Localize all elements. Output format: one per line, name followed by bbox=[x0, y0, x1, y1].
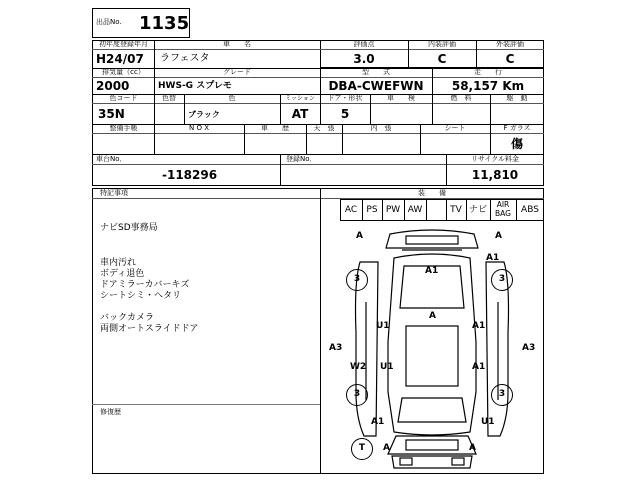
transmission-label: ミッション bbox=[285, 95, 315, 102]
score-label: 評価点 bbox=[353, 40, 375, 48]
spare-tire: T bbox=[351, 438, 373, 460]
color-code-value: 35N bbox=[98, 107, 125, 121]
chassis-label: 車台No． bbox=[96, 155, 127, 163]
model-code-value: DBA-CWEFWN bbox=[328, 79, 424, 93]
equip-ps: PS bbox=[366, 205, 378, 215]
car-name-value: ラフェスタ bbox=[160, 53, 210, 64]
remarks-block-1 bbox=[100, 223, 158, 234]
remark-line: 両側オートスライドドア bbox=[100, 324, 199, 334]
reg-date-value: H24/07 bbox=[96, 52, 144, 66]
damage-mark: A1 bbox=[472, 321, 486, 331]
damage-mark: A bbox=[495, 231, 502, 241]
equip-ac: AC bbox=[344, 205, 358, 215]
windshield-value: 傷 bbox=[510, 137, 523, 151]
remark-line: バックカメラ bbox=[100, 313, 155, 323]
inspection-label: 車 検 bbox=[387, 94, 415, 102]
recycle-fee-value: 11,810 bbox=[471, 168, 519, 182]
color-label: 色 bbox=[228, 94, 236, 102]
color-code-label: 色コード bbox=[109, 94, 138, 102]
ceiling-label: 天 張 bbox=[313, 124, 335, 132]
wheel-front-left: 3 bbox=[346, 269, 368, 291]
damage-mark: A bbox=[429, 311, 436, 321]
reg-date-label: 初年度登録年月 bbox=[99, 40, 148, 48]
wheel-front-right: 3 bbox=[491, 269, 513, 291]
remarks-block-3 bbox=[100, 313, 198, 335]
damage-mark: U1 bbox=[380, 362, 394, 372]
car-damage-diagram bbox=[320, 222, 544, 474]
damage-mark: W2 bbox=[350, 362, 367, 372]
mileage-value: 58,157 Km bbox=[451, 79, 525, 93]
equip-aw: AW bbox=[407, 205, 423, 215]
history-label: 車 歴 bbox=[261, 124, 289, 132]
damage-mark: A1 bbox=[472, 362, 486, 372]
model-code-label: 型 式 bbox=[362, 68, 390, 76]
transmission-value: AT bbox=[291, 107, 309, 121]
seat-label: シート bbox=[444, 124, 466, 132]
damage-mark: U1 bbox=[376, 321, 390, 331]
lot-number-label: 出品No. bbox=[96, 18, 122, 26]
exterior-grade-value: C bbox=[505, 52, 515, 66]
damage-mark: U1 bbox=[481, 417, 495, 427]
mileage-label: 走 行 bbox=[474, 68, 502, 76]
repair-history-label: 修復歴 bbox=[100, 408, 121, 416]
interior-grade-value: C bbox=[437, 52, 447, 66]
remarks-label: 特記事項 bbox=[100, 189, 128, 197]
remark-line: ドアミラーカバーキズ bbox=[100, 280, 190, 290]
damage-mark: A bbox=[469, 443, 476, 453]
remark-line: ボディ退色 bbox=[100, 269, 145, 279]
grade-label: グレード bbox=[223, 68, 251, 76]
grade-value: HWS-G スプレモ bbox=[158, 81, 232, 91]
equip-abs: ABS bbox=[521, 205, 539, 215]
remark-line: 車内汚れ bbox=[100, 258, 137, 268]
door-type-label: ドア・形状 bbox=[327, 94, 363, 102]
damage-mark: A3 bbox=[522, 343, 536, 353]
inner-trim-label: 内 張 bbox=[370, 124, 392, 132]
damage-mark: A1 bbox=[371, 417, 385, 427]
fuel-label: 燃 料 bbox=[450, 94, 472, 102]
remark-line: ナビSD事務局 bbox=[100, 223, 158, 233]
service-book-label: 整備手帳 bbox=[109, 124, 138, 132]
color-change-label: 色替 bbox=[162, 94, 176, 102]
lot-number: 1135 bbox=[139, 13, 190, 34]
equip-pw: PW bbox=[385, 205, 401, 215]
equip-navi: ナビ bbox=[468, 205, 487, 215]
damage-mark: A bbox=[356, 231, 363, 241]
registration-label: 登録No． bbox=[286, 155, 317, 163]
remark-line: シートシミ・ヘタリ bbox=[100, 291, 182, 301]
damage-mark: A1 bbox=[486, 253, 500, 263]
lot-number-box bbox=[92, 8, 190, 38]
displacement-value: 2000 bbox=[96, 79, 130, 93]
recycle-fee-label: リサイクル料金 bbox=[470, 155, 520, 163]
remarks-block-2 bbox=[100, 258, 189, 302]
equipment-label: 装 備 bbox=[418, 189, 446, 197]
interior-grade-label: 内装評価 bbox=[428, 40, 456, 48]
nox-label: N O X bbox=[189, 124, 209, 132]
door-type-value: 5 bbox=[340, 107, 350, 121]
drive-label: 駆 動 bbox=[506, 94, 528, 102]
wheel-rear-right: 3 bbox=[491, 384, 513, 406]
damage-mark: A3 bbox=[329, 343, 343, 353]
score-value: 3.0 bbox=[353, 52, 375, 66]
equip-tv: TV bbox=[450, 205, 462, 215]
windshield-label: F ガラス bbox=[503, 124, 531, 132]
color-value: ブラック bbox=[188, 110, 220, 119]
damage-mark: A bbox=[383, 443, 390, 453]
wheel-rear-left: 3 bbox=[346, 384, 368, 406]
equip-airbag: AIR BAG bbox=[495, 200, 511, 218]
chassis-value: -118296 bbox=[162, 168, 218, 182]
damage-mark: A1 bbox=[425, 266, 439, 276]
displacement-label: 排気量（cc） bbox=[102, 68, 145, 76]
exterior-grade-label: 外装評価 bbox=[496, 40, 524, 48]
car-name-label: 車 名 bbox=[223, 40, 251, 48]
